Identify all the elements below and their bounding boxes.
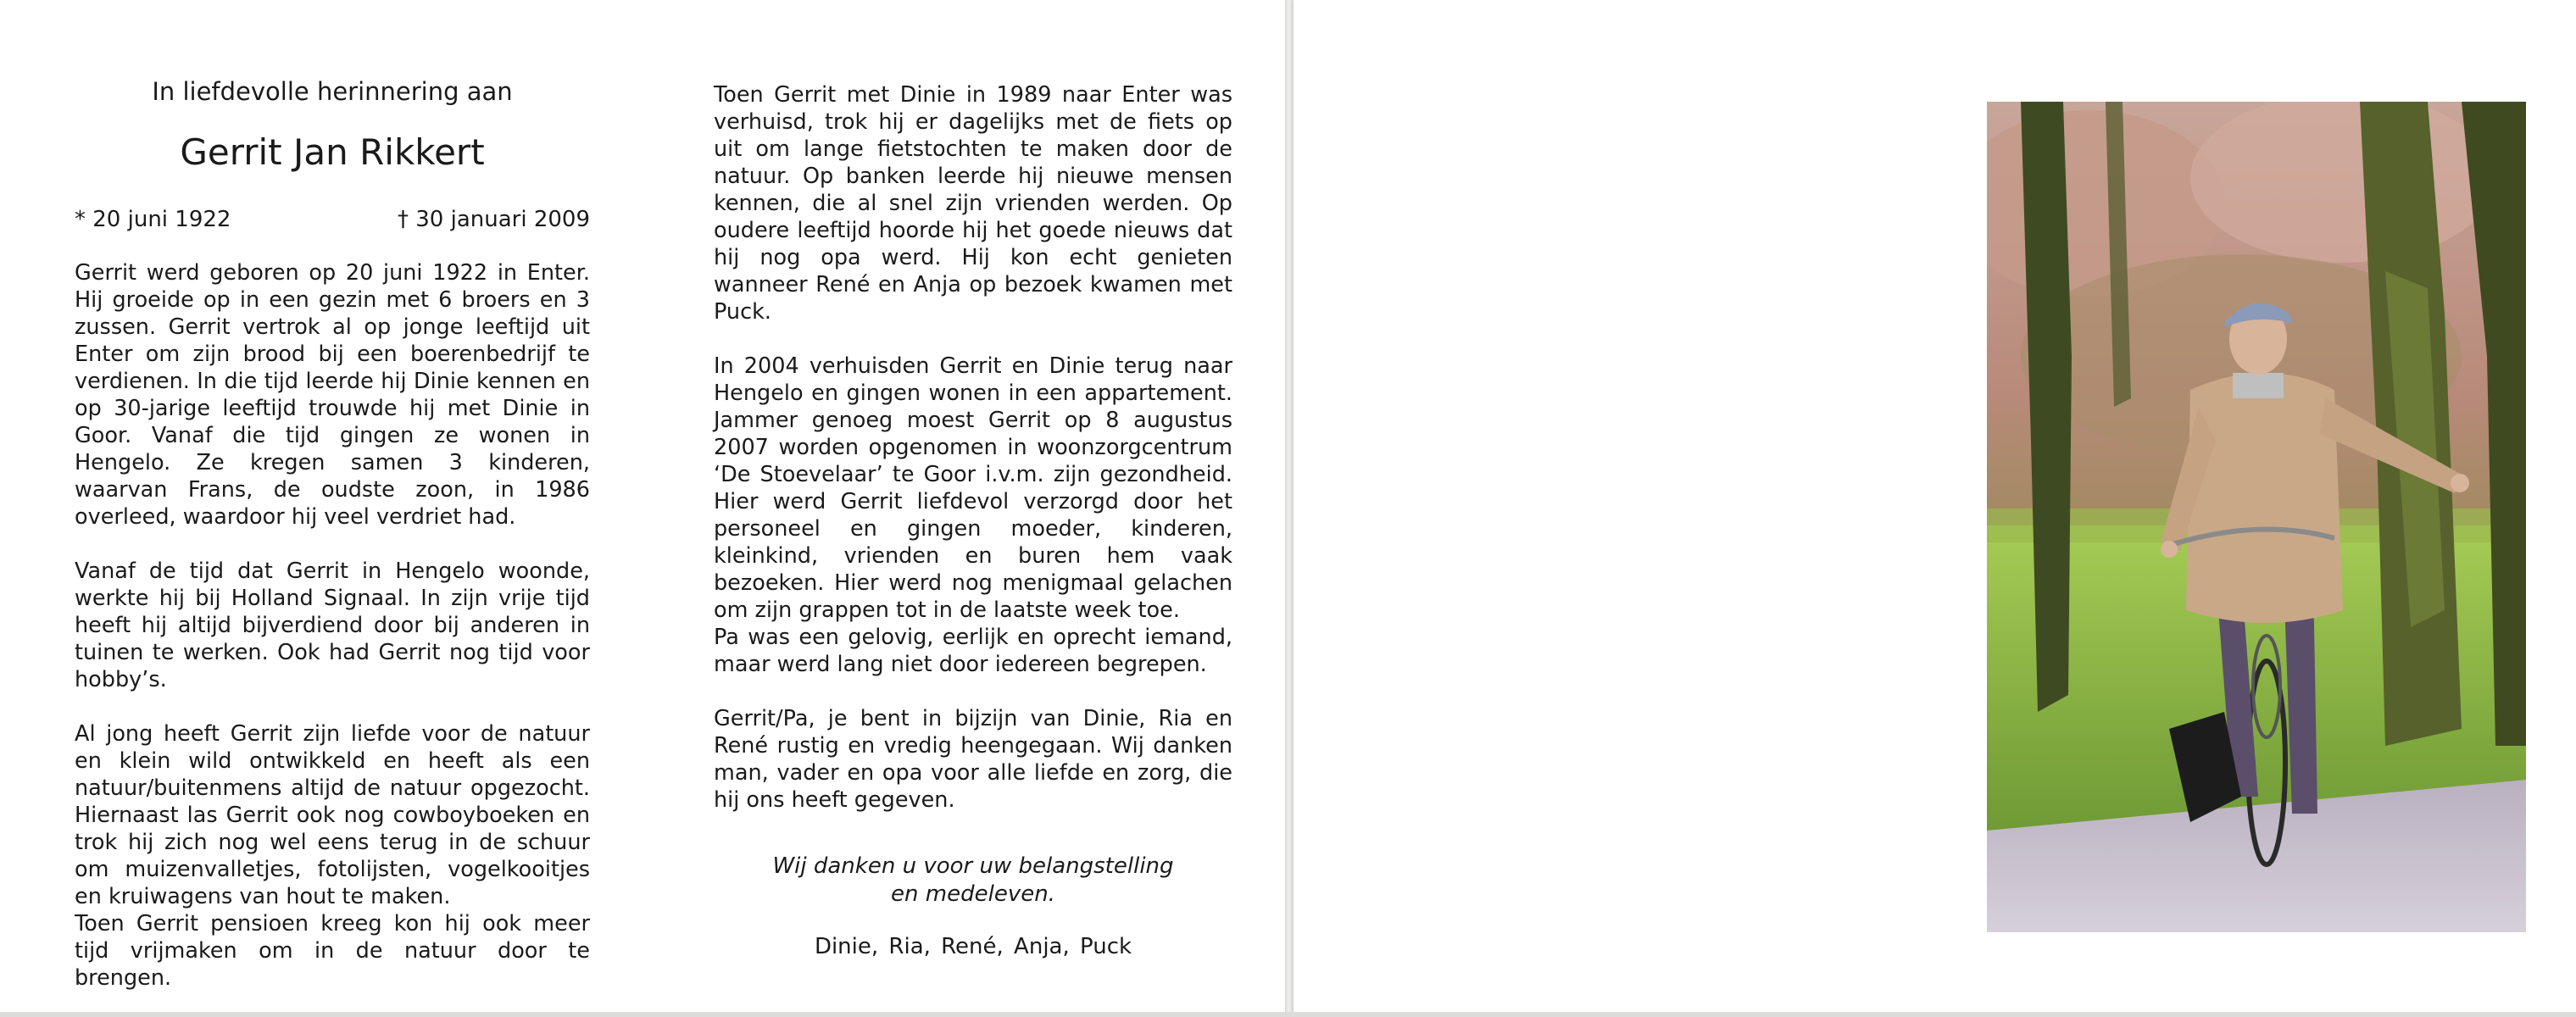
paragraph: Gerrit/Pa, je bent in bijzijn van Dinie, Ria en René rustig en vredig heengegaan. Wij danken man, vader en opa voor alle liefde en zorg, die hij ons heeft gegeven.: [714, 706, 1232, 813]
deceased-name: Gerrit Jan Rikkert: [180, 131, 485, 173]
paragraph: Toen Gerrit pensioen kreeg kon hij ook meer tijd vrijmaken om in de natuur door te brengen.: [75, 911, 590, 991]
paragraph: In 2004 verhuisden Gerrit en Dinie terug naar Hengelo en gingen wonen in een appartement. Jammer genoeg moest Gerrit op 8 augustus 2007 worden opgenomen in woonzorgcentrum ‘De Stoevelaar’ te Goor i.v.m. zijn gezondheid. Hier werd Gerrit liefdevol verzorgd door het personeel en gingen moeder, kinderen, kleinkind, vrienden en buren hem vaak bezoeken. Hier werd nog menigmaal gelachen om zijn grappen tot in de laatste week toe.: [714, 353, 1232, 623]
family-signatures: Dinie, Ria, René, Anja, Puck: [814, 934, 1132, 959]
intro-line: In liefdevolle herinnering aan: [152, 77, 513, 106]
biography-right: [714, 81, 1232, 814]
paragraph: Gerrit werd geboren op 20 juni 1922 in Enter. Hij groeide op in een gezin met 6 broers en 3 zussen. Gerrit vertrok al op jonge leeftijd uit Enter om zijn brood bij een boerenbedrijf te verdienen. In die tijd leerde hij Dinie kennen en op 30-jarige leeftijd trouwde hij met Dinie in Goor. Vanaf die tijd gingen ze wonen in Hengelo. Ze kregen samen 3 kinderen, waarvan Frans, de oudste zoon, in 1986 overleed, waardoor hij veel verdriet had.: [75, 260, 590, 530]
paragraph: Al jong heeft Gerrit zijn liefde voor de natuur en klein wild ontwikkeld en heeft als een natuur/buitenmens altijd de natuur opgezocht. Hiernaast las Gerrit ook nog cowboyboeken en trok hij zich nog wel eens terug in de schuur om muizenvalletjes, fotolijsten, vogelkooitjes en kruiwagens van hout te maken.: [75, 721, 590, 909]
birth-date: * 20 juni 1922: [75, 207, 231, 232]
card-fold: [1285, 0, 1294, 1012]
card-inner-page: [0, 0, 1285, 1012]
thanks-line-1: Wij danken u voor uw belangstelling: [772, 853, 1174, 879]
death-date: † 30 januari 2009: [397, 207, 590, 232]
paragraph: Pa was een gelovig, eerlijk en oprecht iemand, maar werd lang niet door iedereen begrepen.: [714, 625, 1232, 677]
thanks-message: [714, 853, 1232, 909]
paragraph: Vanaf de tijd dat Gerrit in Hengelo woonde, werkte hij bij Holland Signaal. In zijn vrije tijd heeft hij altijd bijverdiend door bij anderen in tuinen te werken. Ook had Gerrit nog tijd voor hobby’s.: [75, 559, 590, 692]
portrait-photo-cyclist-icon: [1987, 102, 2526, 932]
paragraph: Toen Gerrit met Dinie in 1989 naar Enter was verhuisd, trok hij er dagelijks met de fiets op uit om lange fietstochten te maken door de natuur. Op banken leerde hij nieuwe mensen kennen, die al snel zijn vrienden werden. Op oudere leeftijd hoorde hij het goede nieuws dat hij nog opa werd. Hij kon echt genieten wanneer René en Anja op bezoek kwamen met Puck.: [714, 82, 1232, 325]
biography-left: [75, 259, 590, 992]
page-edge: [0, 1012, 2576, 1017]
thanks-line-2: en medeleven.: [891, 881, 1055, 907]
